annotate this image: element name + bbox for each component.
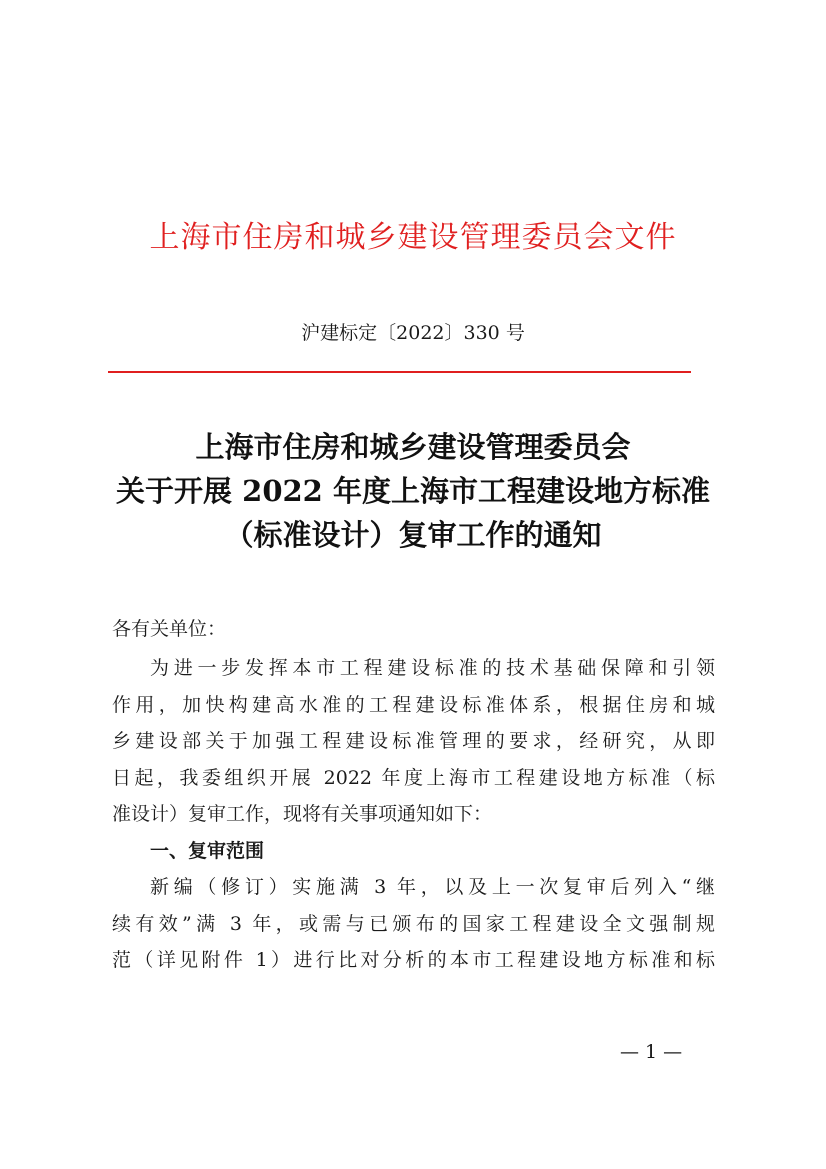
body-line: 日起，我委组织开展 2022 年度上海市工程建设地方标准（标 bbox=[112, 766, 715, 789]
page-number: — 1 — bbox=[620, 1041, 683, 1063]
body-text bbox=[112, 650, 715, 979]
notice-title bbox=[60, 425, 766, 557]
red-divider-line bbox=[108, 371, 691, 373]
body-line: 范（详见附件 1）进行比对分析的本市工程建设地方标准和标 bbox=[112, 949, 715, 971]
section-heading: 一、复审范围 bbox=[150, 839, 265, 862]
body-line: 准设计）复审工作，现将有关事项通知如下： bbox=[112, 803, 493, 825]
notice-title-line-3: （标准设计）复审工作的通知 bbox=[224, 518, 602, 552]
salutation: 各有关单位： bbox=[112, 618, 227, 640]
body-line: 乡建设部关于加强工程建设标准管理的要求，经研究，从即 bbox=[112, 730, 715, 752]
body-line: 续有效”满 3 年，或需与已颁布的国家工程建设全文强制规 bbox=[112, 912, 715, 935]
body-line: 新编（修订）实施满 3 年，以及上一次复审后列入“继 bbox=[150, 876, 715, 898]
notice-title-line-2: 关于开展 2022 年度上海市工程建设地方标准 bbox=[116, 474, 710, 508]
notice-title-line-1: 上海市住房和城乡建设管理委员会 bbox=[195, 430, 631, 464]
document-number: 沪建标定〔2022〕330 号 bbox=[301, 322, 525, 344]
body-line: 为进一步发挥本市工程建设标准的技术基础保障和引领 bbox=[150, 657, 715, 679]
body-line: 作用，加快构建高水准的工程建设标准体系，根据住房和城 bbox=[112, 693, 715, 716]
agency-title: 上海市住房和城乡建设管理委员会文件 bbox=[149, 220, 677, 255]
